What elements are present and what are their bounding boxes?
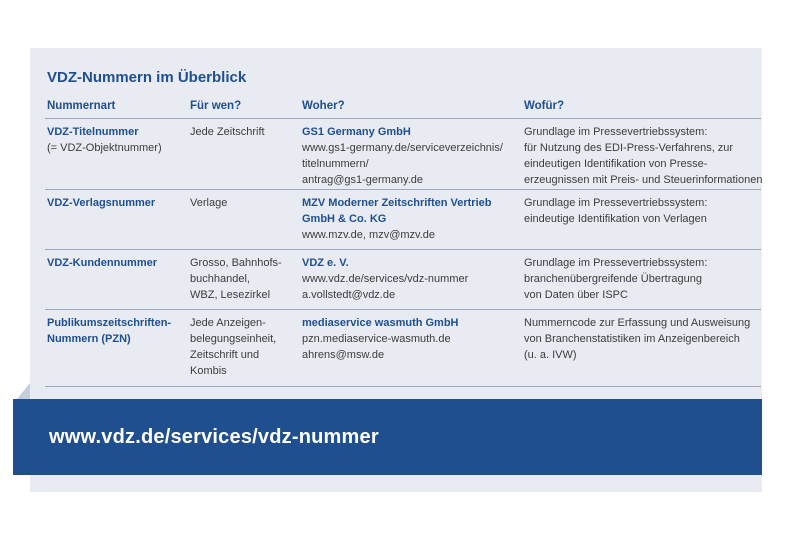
cell-fuer-wen: Jede Zeitschrift bbox=[190, 126, 265, 138]
table-row bbox=[45, 119, 761, 190]
panel-corner-fold bbox=[17, 383, 30, 399]
cell-woher: MZV Moderner Zeitschriften Vertrieb GmbH & Co. KG www.mzv.de, mzv@mzv.de bbox=[302, 197, 492, 241]
cell-fuer-wen: Jede Anzeigen- belegungseinheit, Zeitschrift und Kombis bbox=[190, 317, 277, 377]
cell-fuer-wen: Verlage bbox=[190, 197, 228, 209]
header-woher: Woher? bbox=[302, 100, 345, 112]
cell-woher: VDZ e. V. www.vdz.de/services/vdz-nummer a.vollstedt@vdz.de bbox=[302, 257, 469, 301]
cell-nummernart: VDZ-Verlagsnummer bbox=[47, 197, 156, 209]
header-wofuer: Wofür? bbox=[524, 100, 565, 112]
cell-fuer-wen: Grosso, Bahnhofs- buchhandel, WBZ, Lesezirkel bbox=[190, 257, 282, 301]
footer-banner bbox=[13, 399, 762, 475]
table-row bbox=[45, 250, 761, 310]
cell-wofuer: Grundlage im Pressevertriebssystem: eindeutige Identifikation von Verlagen bbox=[524, 197, 708, 225]
cell-nummernart: VDZ-Kundennummer bbox=[47, 257, 157, 269]
cell-nummernart: VDZ-Titelnummer (= VDZ-Objektnummer) bbox=[47, 126, 162, 154]
table-row bbox=[45, 190, 761, 250]
cell-wofuer: Nummerncode zur Erfassung und Ausweisung von Branchenstatistiken im Anzeigenbereich (u. a. IVW) bbox=[524, 317, 751, 361]
cell-wofuer: Grundlage im Pressevertriebssystem: für Nutzung des EDI-Press-Verfahrens, zur eindeutigen Identifikation von Presse- erzeugnissen mit Preis- und Steuerinformationen bbox=[524, 126, 763, 186]
overview-table bbox=[45, 96, 761, 387]
cell-nummernart: Publikumszeitschriften- Nummern (PZN) bbox=[47, 317, 172, 345]
cell-wofuer: Grundlage im Pressevertriebssystem: branchenübergreifende Übertragung von Daten über ISPC bbox=[524, 257, 708, 301]
table-title: VDZ-Nummern im Überblick bbox=[47, 69, 247, 86]
header-fuer-wen: Für wen? bbox=[190, 100, 242, 112]
table-header-row bbox=[45, 96, 761, 119]
cell-woher: GS1 Germany GmbH www.gs1-germany.de/serviceverzeichnis/ titelnummern/ antrag@gs1-germany.de bbox=[302, 126, 503, 186]
cell-woher: mediaservice wasmuth GmbH pzn.mediaservice-wasmuth.de ahrens@msw.de bbox=[302, 317, 459, 361]
table-row bbox=[45, 310, 761, 387]
header-nummernart: Nummernart bbox=[47, 100, 116, 112]
footer-url-link[interactable]: www.vdz.de/services/vdz-nummer bbox=[49, 426, 379, 448]
